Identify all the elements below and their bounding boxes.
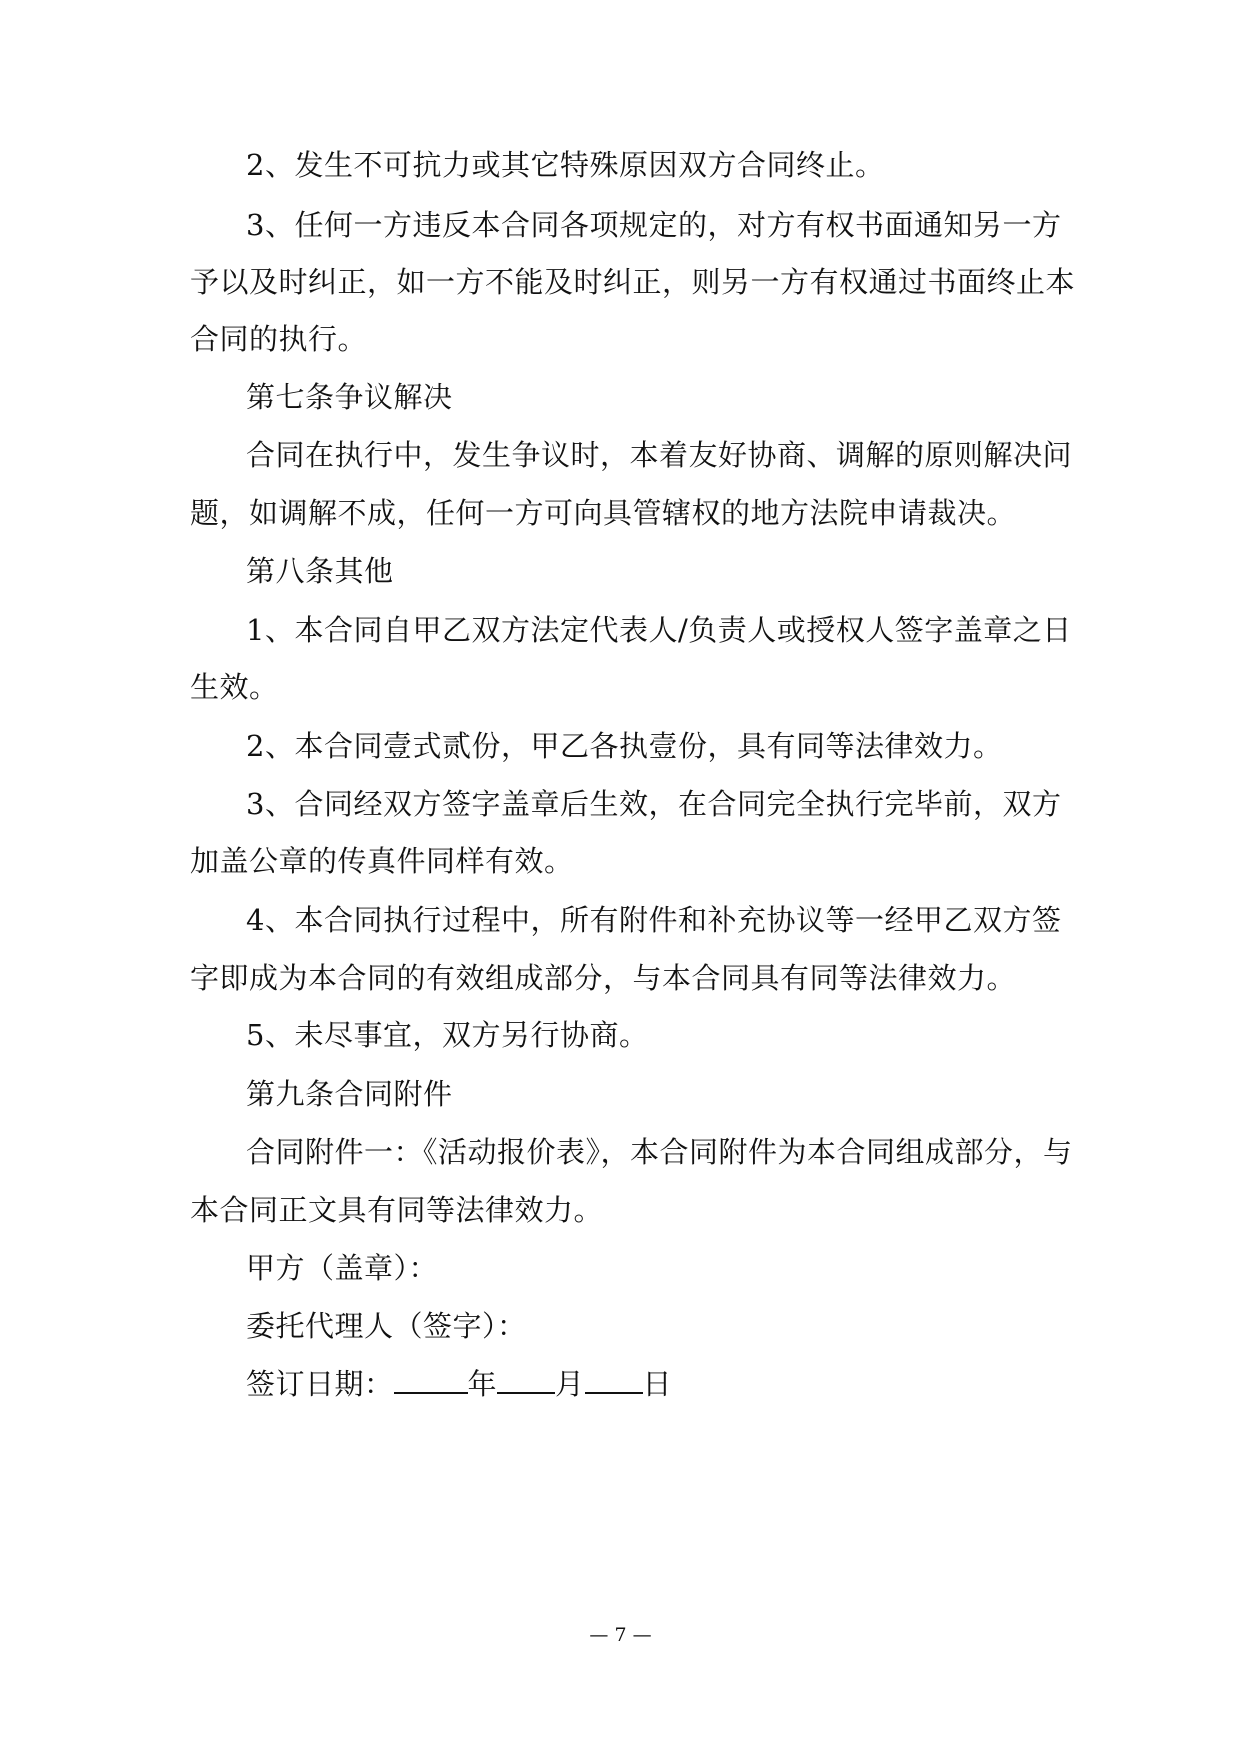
clause-8-item-4-line-1: 4、本合同执行过程中，所有附件和补充协议等一经甲乙双方签: [246, 903, 1062, 937]
party-a-seal-label: 甲方（盖章）：: [246, 1251, 439, 1285]
day-blank[interactable]: [585, 1366, 643, 1394]
clause-9-heading: 第九条合同附件: [246, 1077, 453, 1111]
page-number: — 7 —: [589, 1624, 652, 1646]
clause-7-heading: 第七条争议解决: [246, 380, 453, 414]
signing-date-line: [246, 1366, 672, 1402]
clause-8-item-1-line-2: 生效。: [190, 670, 279, 704]
clause-8-item-3-line-2: 加盖公章的传真件同样有效。: [190, 844, 574, 878]
day-label: 日: [642, 1367, 673, 1401]
clause-8-item-2: 2、本合同壹式贰份，甲乙各执壹份，具有同等法律效力。: [246, 729, 1003, 763]
clause-6-item-3-line-2: 予以及时纠正，如一方不能及时纠正，则另一方有权通过书面终止本: [190, 265, 1076, 299]
year-blank[interactable]: [394, 1366, 468, 1394]
month-label: 月: [555, 1367, 585, 1401]
month-blank[interactable]: [497, 1366, 555, 1394]
clause-6-item-3-line-1: 3、任何一方违反本合同各项规定的，对方有权书面通知另一方: [246, 208, 1062, 242]
clause-8-item-4-line-2: 字即成为本合同的有效组成部分，与本合同具有同等法律效力。: [190, 961, 1017, 995]
clause-8-item-3-line-1: 3、合同经双方签字盖章后生效，在合同完全执行完毕前，双方: [246, 787, 1062, 821]
signing-date-label: 签订日期：: [246, 1367, 394, 1401]
clause-6-item-2: 2、发生不可抗力或其它特殊原因双方合同终止。: [246, 148, 885, 182]
year-label: 年: [467, 1367, 498, 1401]
clause-9-body-line-1: 合同附件一：《活动报价表》，本合同附件为本合同组成部分，与: [246, 1135, 1073, 1169]
clause-6-item-3-line-3: 合同的执行。: [190, 322, 368, 356]
clause-9-body-line-2: 本合同正文具有同等法律效力。: [190, 1193, 604, 1227]
agent-signature-label: 委托代理人（签字）：: [246, 1309, 527, 1343]
clause-8-item-1-line-1: 1、本合同自甲乙双方法定代表人/负责人或授权人签字盖章之日: [246, 613, 1072, 647]
clause-7-body-line-1: 合同在执行中，发生争议时，本着友好协商、调解的原则解决问: [246, 438, 1073, 472]
clause-7-body-line-2: 题，如调解不成，任何一方可向具管辖权的地方法院申请裁决。: [190, 496, 1017, 530]
clause-8-item-5: 5、未尽事宜，双方另行协商。: [246, 1018, 649, 1052]
clause-8-heading: 第八条其他: [246, 554, 394, 588]
